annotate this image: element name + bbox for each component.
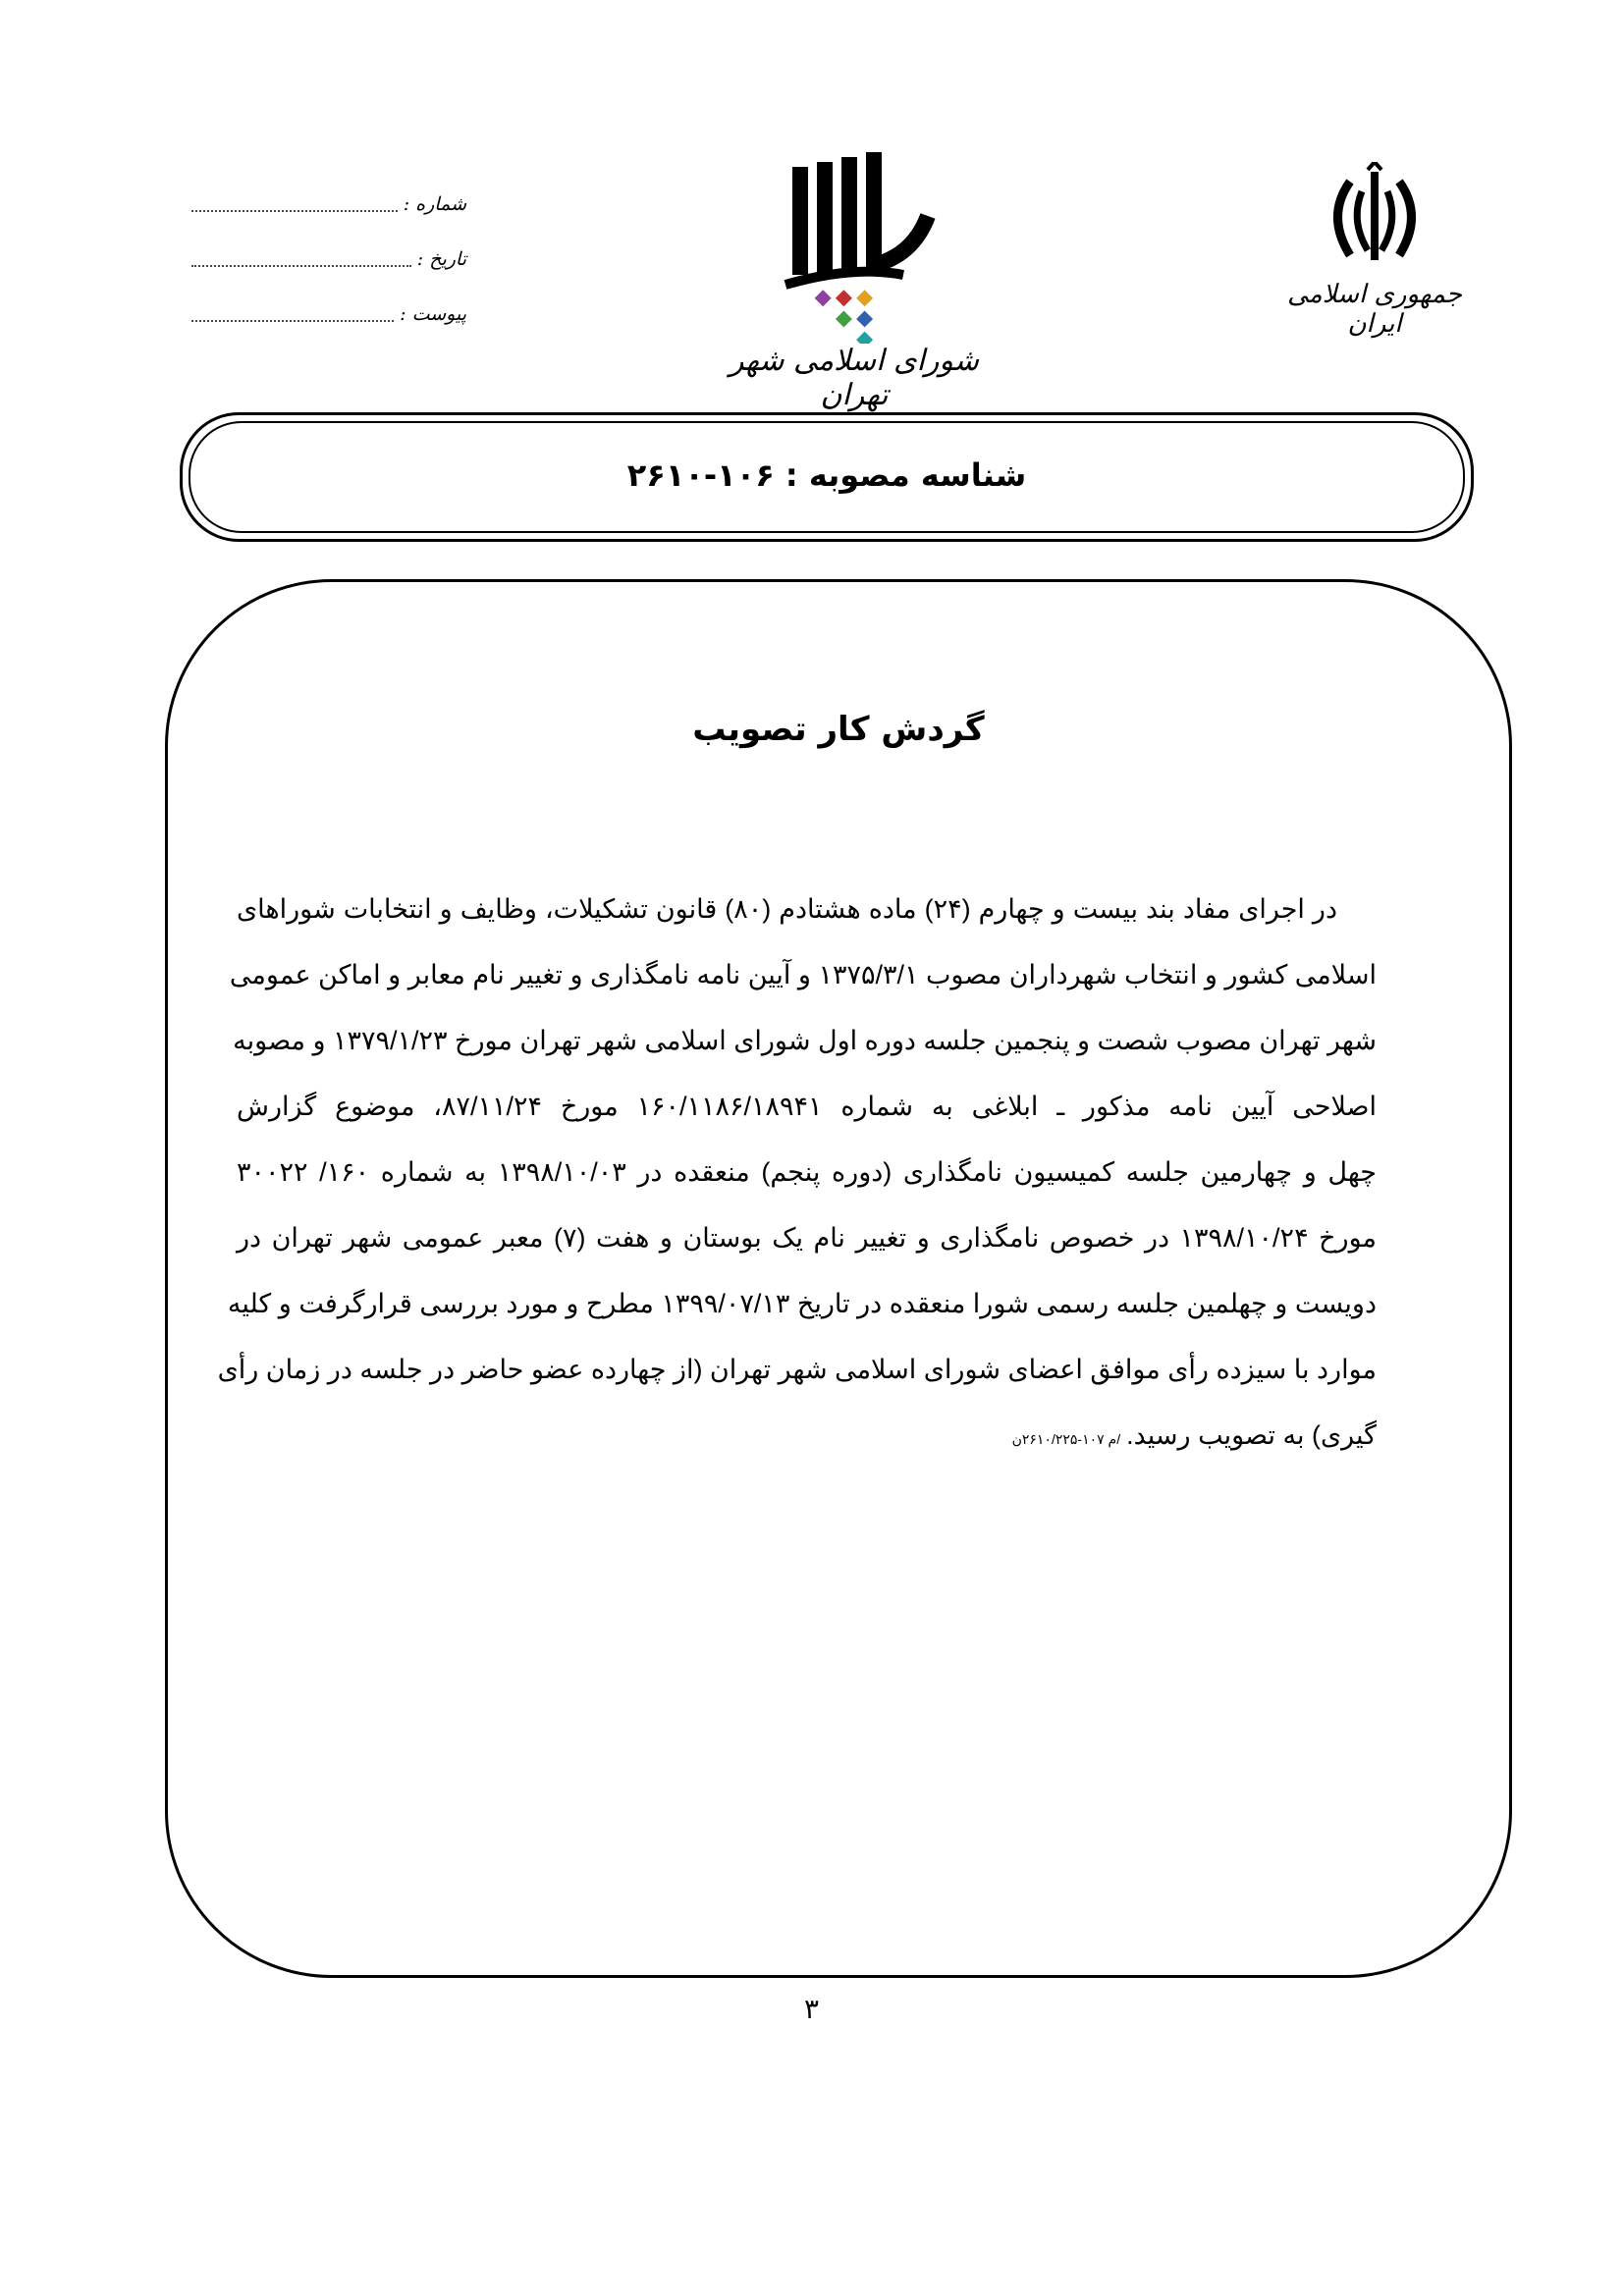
emblem-caption: جمهوری اسلامی ایران <box>1287 280 1462 339</box>
body-line: اسلامی کشور و انتخاب شهرداران مصوب ۱۳۷۵/۳/۱ و آیین نامه نامگذاری و تغییر نام معابر و اماکن عمومی <box>229 960 1377 989</box>
iran-emblem <box>1276 162 1473 339</box>
tehran-council-logo <box>707 147 1001 412</box>
number-dots <box>191 196 398 212</box>
reference-note: /م ۱۰۷-۲۶۱۰/۲۲۵ن <box>1011 1431 1121 1447</box>
body-line: چهل و چهارمین جلسه کمیسیون نامگذاری (دوره پنجم) منعقده در ۱۳۹۸/۱۰/۰۳ به شماره ۱۶۰/ ۳۰۰۲۲ <box>237 1157 1378 1187</box>
council-name: شورای اسلامی شهر تهران <box>730 344 979 412</box>
body-line: مورخ ۱۳۹۸/۱۰/۲۴ در خصوص نامگذاری و تغییر نام یک بوستان و هفت (۷) معبر عمومی شهر تهران در <box>237 1223 1377 1253</box>
body-line-last <box>237 1403 1377 1468</box>
resolution-id-box <box>180 412 1474 542</box>
body-line: در اجرای مفاد بند بیست و چهارم (۲۴) ماده هشتادم (۸۰) قانون تشکیلات، وظایف و انتخابات شوراهای <box>237 894 1337 924</box>
resolution-id: شناسه مصوبه : ۱۰۶-۲۶۱۰ <box>626 456 1027 494</box>
date-label: تاریخ : <box>416 248 466 270</box>
body-line: شهر تهران مصوب شصت و پنجمین جلسه دوره اول شورای اسلامی شهر تهران مورخ ۱۳۷۹/۱/۲۳ و مصوبه <box>233 1026 1377 1055</box>
section-heading: گردش کار تصویب <box>692 710 985 749</box>
body-line-text: گیری) به تصویب رسید. <box>1126 1420 1377 1450</box>
attachment-dots <box>191 306 394 322</box>
body-line: موارد با سیزده رأی موافق اعضای شورای اسلامی شهر تهران (از چهارده عضو حاضر در جلسه در زمان رأی <box>217 1355 1377 1384</box>
body-line: دویست و چهلمین جلسه رسمی شورا منعقده در تاریخ ۱۳۹۹/۰۷/۱۳ مطرح و مورد بررسی قرارگرفت و کلیه <box>227 1289 1377 1318</box>
council-logo-icon <box>707 147 1001 344</box>
attachment-label: پیوست : <box>400 303 466 325</box>
date-field <box>191 232 466 287</box>
number-label: شماره : <box>403 193 466 215</box>
attachment-field <box>191 287 466 342</box>
iran-emblem-icon <box>1321 162 1429 270</box>
number-field <box>191 177 466 232</box>
body-line: اصلاحی آیین نامه مذکور ـ ابلاغی به شماره ۱۶۰/۱۱۸۶/۱۸۹۴۱ مورخ ۸۷/۱۱/۲۴، موضوع گزارش <box>237 1092 1377 1121</box>
body-paragraph <box>217 877 1378 1468</box>
letter-fields <box>191 177 466 342</box>
approval-workflow-box <box>165 579 1512 1978</box>
date-dots <box>191 251 411 267</box>
page-number: ۳ <box>803 1993 820 2025</box>
